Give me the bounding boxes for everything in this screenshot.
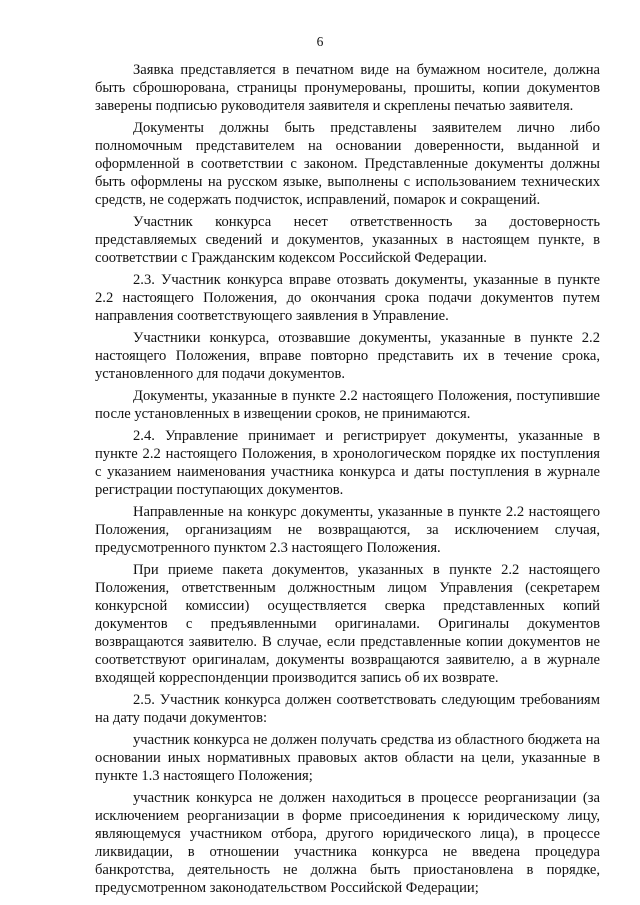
document-body bbox=[95, 61, 600, 901]
paragraph-application-format: Заявка представляется в печатном виде на бумажном носителе, должна быть сброшюрована, страницы пронумерованы, прошиты, копии документов заверены подписью руководителя заявителя и скреплены печатью заявителя. bbox=[95, 62, 600, 114]
paragraph-requirement-reorganization: участник конкурса не должен находиться в процессе реорганизации (за исключением реорганизации в форме присоединения к юридическому лицу, являющемуся участником отбора, другого юридического лица), в процессе ликвидации, в отношении участника конкурса не введена процедура банкротства, деятельность не должна быть приостановлена в порядке, предусмотренном законодательством Российской Федерации; bbox=[95, 790, 600, 896]
paragraph-clause-2-3: 2.3. Участник конкурса вправе отозвать документы, указанные в пункте 2.2 настоящего Положения, до окончания срока подачи документов путем направления соответствующего заявления в Управление. bbox=[95, 272, 600, 324]
paragraph-resubmission: Участники конкурса, отозвавшие документы, указанные в пункте 2.2 настоящего Положения, вправе повторно представить их в течение срока, установленного для подачи документов. bbox=[95, 330, 600, 382]
page-number: 6 bbox=[316, 34, 324, 49]
paragraph-requirement-budget: участник конкурса не должен получать средства из областного бюджета на основании иных нормативных правовых актов области на цели, указанные в пункте 1.3 настоящего Положения; bbox=[95, 732, 600, 784]
paragraph-verification: При приеме пакета документов, указанных в пункте 2.2 настоящего Положения, ответственным должностным лицом Управления (секретарем конкурсной комиссии) осуществляется сверка представленных копий документов с предъявленными оригиналами. Оригиналы документов возвращаются заявителю. В случае, если представленные копии документов не соответствуют оригиналам, документы возвращаются заявителю, а в журнале входящей корреспонденции производится запись об их возврате. bbox=[95, 562, 600, 686]
paragraph-participant-responsibility: Участник конкурса несет ответственность за достоверность представляемых сведений и документов, указанных в настоящем пункте, в соответствии с Гражданским кодексом Российской Федерации. bbox=[95, 214, 600, 266]
paragraph-late-documents: Документы, указанные в пункте 2.2 настоящего Положения, поступившие после установленных в извещении сроков, не принимаются. bbox=[95, 388, 600, 422]
paragraph-no-return: Направленные на конкурс документы, указанные в пункте 2.2 настоящего Положения, организациям не возвращаются, за исключением случая, предусмотренного пунктом 2.3 настоящего Положения. bbox=[95, 504, 600, 556]
paragraph-clause-2-5: 2.5. Участник конкурса должен соответствовать следующим требованиям на дату подачи документов: bbox=[95, 692, 600, 726]
paragraph-document-submission: Документы должны быть представлены заявителем лично либо полномочным представителем на основании доверенности, выданной и оформленной в соответствии с законом. Представленные документы должны быть оформлены на русском языке, выполнены с использованием технических средств, не содержать подчисток, исправлений, помарок и сокращений. bbox=[95, 120, 600, 208]
paragraph-clause-2-4: 2.4. Управление принимает и регистрирует документы, указанные в пункте 2.2 настоящего Положения, в хронологическом порядке их поступления с указанием наименования участника конкурса и даты поступления в журнале регистрации поступающих документов. bbox=[95, 428, 600, 498]
